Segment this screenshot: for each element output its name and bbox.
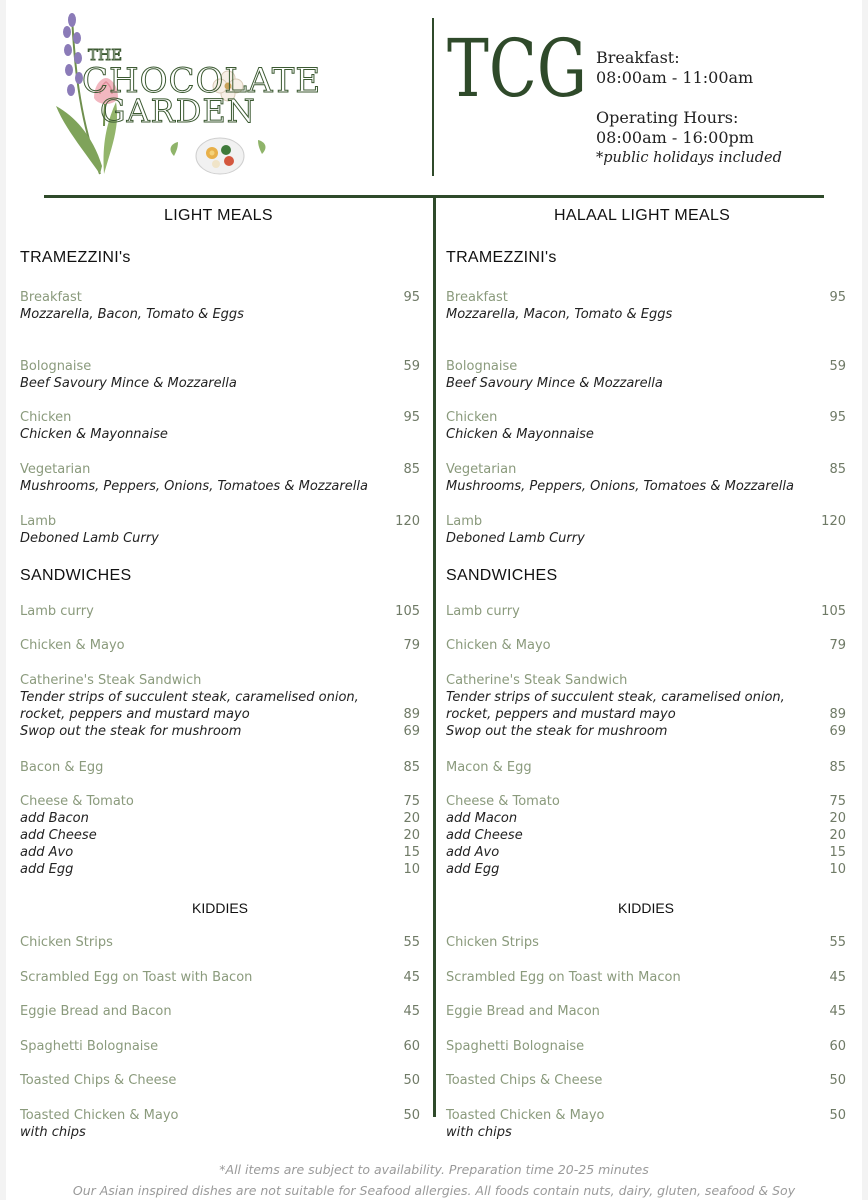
menu-item-name: Lamb xyxy=(20,514,57,529)
kiddies-item-name: Spaghetti Bolognaise xyxy=(446,1039,585,1054)
section-title-sandwiches: SANDWICHES xyxy=(20,567,132,584)
kiddies-item-name: Chicken Strips xyxy=(446,935,539,950)
logo-text-garden: GARDEN xyxy=(100,92,256,130)
addon-label: add Avo xyxy=(20,845,74,860)
addon-label: add Bacon xyxy=(20,811,89,826)
kiddies-item-description: with chips xyxy=(20,1125,86,1140)
menu-item-name: Catherine's Steak Sandwich xyxy=(446,673,628,688)
kiddies-item-name: Toasted Chicken & Mayo xyxy=(446,1108,605,1123)
menu-item-price: 85 xyxy=(403,462,420,477)
menu-item-price: 69 xyxy=(829,724,846,739)
menu-item-price: 85 xyxy=(403,760,420,775)
menu-item-name: Breakfast xyxy=(446,290,508,305)
menu-item-description: Mozzarella, Bacon, Tomato & Eggs xyxy=(20,307,244,322)
kiddies-item-price: 50 xyxy=(403,1073,420,1088)
footer-availability-note: *All items are subject to availability. Preparation time 20-25 minutes xyxy=(219,1162,649,1177)
menu-item-name: Bolognaise xyxy=(446,359,518,374)
kiddies-item-price: 45 xyxy=(403,1004,420,1019)
addon-label: add Avo xyxy=(446,845,500,860)
section-title-tramezzini: TRAMEZZINI's xyxy=(446,249,557,266)
kiddies-item-price: 55 xyxy=(403,935,420,950)
menu-item-name: Bacon & Egg xyxy=(20,760,104,775)
footer-allergy-note: Our Asian inspired dishes are not suitable for Seafood allergies. All foods contain nuts, dairy, gluten, seafood & Soy xyxy=(72,1183,796,1198)
section-title-kiddies: KIDDIES xyxy=(192,900,249,916)
menu-item-description: Mushrooms, Peppers, Onions, Tomatoes & Mozzarella xyxy=(20,479,368,494)
menu-item-description: Deboned Lamb Curry xyxy=(446,531,585,546)
menu-item-name: Chicken xyxy=(20,410,72,425)
kiddies-item-name: Toasted Chips & Cheese xyxy=(446,1073,603,1088)
menu-item-name: Lamb xyxy=(446,514,483,529)
kiddies-item-name: Toasted Chicken & Mayo xyxy=(20,1108,179,1123)
menu-item-price: 120 xyxy=(821,514,846,529)
menu-item-description: Mozzarella, Macon, Tomato & Eggs xyxy=(446,307,673,322)
menu-item-price: 75 xyxy=(403,794,420,809)
menu-item-name: Macon & Egg xyxy=(446,760,532,775)
addon-price: 20 xyxy=(829,828,846,843)
kiddies-item-name: Scrambled Egg on Toast with Macon xyxy=(446,970,681,985)
logo-text-chocolate: CHOCOLATE xyxy=(82,61,322,101)
chocolate-garden-logo xyxy=(50,6,340,186)
addon-price: 10 xyxy=(829,862,846,877)
menu-item-description: Beef Savoury Mince & Mozzarella xyxy=(446,376,663,391)
addon-price: 15 xyxy=(829,845,846,860)
menu-item-price: 105 xyxy=(395,604,420,619)
addon-price: 15 xyxy=(403,845,420,860)
menu-item-price: 59 xyxy=(829,359,846,374)
section-title-kiddies: KIDDIES xyxy=(618,900,675,916)
menu-item-name: Cheese & Tomato xyxy=(446,794,560,809)
operating-label: Operating Hours: xyxy=(596,108,739,127)
menu-item-description: Mushrooms, Peppers, Onions, Tomatoes & Mozzarella xyxy=(446,479,794,494)
menu-item-name: Bolognaise xyxy=(20,359,92,374)
menu-item-price: 89 xyxy=(403,707,420,722)
menu-item-description: Swop out the steak for mushroom xyxy=(446,724,668,739)
page-edge-right xyxy=(862,0,868,1200)
kiddies-item-description: with chips xyxy=(446,1125,512,1140)
addon-label: add Cheese xyxy=(446,828,523,843)
kiddies-item-price: 50 xyxy=(829,1108,846,1123)
addon-price: 10 xyxy=(403,862,420,877)
column-title: HALAAL LIGHT MEALS xyxy=(554,207,731,224)
menu-item-price: 69 xyxy=(403,724,420,739)
kiddies-item-price: 45 xyxy=(829,1004,846,1019)
opening-hours xyxy=(596,48,782,168)
kiddies-item-price: 60 xyxy=(403,1039,420,1054)
menu-item-name: Vegetarian xyxy=(20,462,91,477)
kiddies-item-name: Eggie Bread and Macon xyxy=(446,1004,600,1019)
logo-text-the: THE xyxy=(88,46,123,64)
kiddies-item-name: Scrambled Egg on Toast with Bacon xyxy=(20,970,253,985)
kiddies-item-price: 45 xyxy=(829,970,846,985)
menu-item-name: Lamb curry xyxy=(446,604,520,619)
menu-item-price: 95 xyxy=(829,410,846,425)
menu-item-description: Deboned Lamb Curry xyxy=(20,531,159,546)
header-divider xyxy=(432,18,434,176)
operating-hours: 08:00am - 16:00pm xyxy=(596,128,754,147)
addon-price: 20 xyxy=(829,811,846,826)
breakfast-hours: 08:00am - 11:00am xyxy=(596,68,754,87)
kiddies-item-price: 50 xyxy=(403,1108,420,1123)
addon-label: add Cheese xyxy=(20,828,97,843)
menu-item-name: Lamb curry xyxy=(20,604,94,619)
menu-item-name: Chicken & Mayo xyxy=(20,638,125,653)
addon-price: 20 xyxy=(403,811,420,826)
menu-item-name: Chicken xyxy=(446,410,498,425)
menu-item-price: 75 xyxy=(829,794,846,809)
menu-item-description: Swop out the steak for mushroom xyxy=(20,724,242,739)
menu-item-price: 95 xyxy=(403,410,420,425)
page-edge-left xyxy=(0,0,6,1200)
column-title: LIGHT MEALS xyxy=(164,207,273,224)
menu-item-description: rocket, peppers and mustard mayo xyxy=(446,707,676,722)
menu-item-description: Beef Savoury Mince & Mozzarella xyxy=(20,376,237,391)
kiddies-item-price: 60 xyxy=(829,1039,846,1054)
menu-item-price: 89 xyxy=(829,707,846,722)
menu-item-description: rocket, peppers and mustard mayo xyxy=(20,707,250,722)
menu-item-price: 120 xyxy=(395,514,420,529)
kiddies-item-price: 45 xyxy=(403,970,420,985)
kiddies-item-price: 55 xyxy=(829,935,846,950)
section-title-tramezzini: TRAMEZZINI's xyxy=(20,249,131,266)
addon-label: add Egg xyxy=(20,862,74,877)
menu-item-price: 79 xyxy=(403,638,420,653)
menu-item-name: Breakfast xyxy=(20,290,82,305)
menu-item-description: Tender strips of succulent steak, caramelised onion, xyxy=(20,690,359,705)
addon-label: add Egg xyxy=(446,862,500,877)
kiddies-item-name: Spaghetti Bolognaise xyxy=(20,1039,159,1054)
menu-item-name: Chicken & Mayo xyxy=(446,638,551,653)
menu-item-price: 79 xyxy=(829,638,846,653)
menu-item-price: 85 xyxy=(829,760,846,775)
kiddies-item-name: Chicken Strips xyxy=(20,935,113,950)
menu-item-price: 105 xyxy=(821,604,846,619)
kiddies-item-name: Toasted Chips & Cheese xyxy=(20,1073,177,1088)
kiddies-item-name: Eggie Bread and Bacon xyxy=(20,1004,172,1019)
menu-item-price: 95 xyxy=(829,290,846,305)
menu-item-price: 95 xyxy=(403,290,420,305)
breakfast-label: Breakfast: xyxy=(596,48,680,67)
kiddies-item-price: 50 xyxy=(829,1073,846,1088)
menu-item-name: Cheese & Tomato xyxy=(20,794,134,809)
menu-item-name: Vegetarian xyxy=(446,462,517,477)
menu-item-description: Tender strips of succulent steak, caramelised onion, xyxy=(446,690,785,705)
column-divider xyxy=(433,197,436,1117)
menu-item-description: Chicken & Mayonnaise xyxy=(446,427,594,442)
monogram-text: TCG xyxy=(447,22,587,115)
tcg-monogram xyxy=(445,16,590,176)
addon-label: add Macon xyxy=(446,811,518,826)
operating-note: *public holidays included xyxy=(596,150,782,166)
section-title-sandwiches: SANDWICHES xyxy=(446,567,558,584)
addon-price: 20 xyxy=(403,828,420,843)
menu-item-price: 59 xyxy=(403,359,420,374)
menu-item-description: Chicken & Mayonnaise xyxy=(20,427,168,442)
menu-item-name: Catherine's Steak Sandwich xyxy=(20,673,202,688)
menu-item-price: 85 xyxy=(829,462,846,477)
